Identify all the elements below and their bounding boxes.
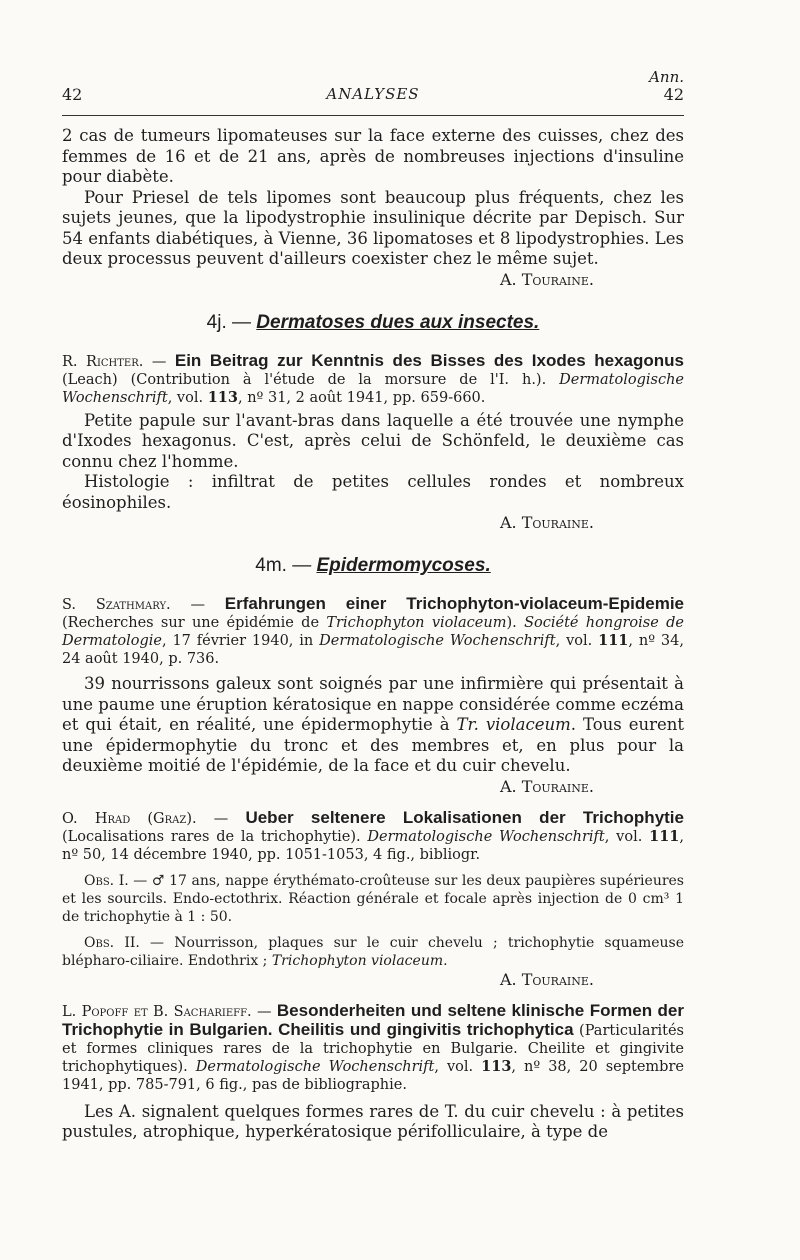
article-title: Ueber seltenere Lokalisationen der Trichophytie	[245, 807, 684, 827]
author: S. Szathmary.	[62, 597, 171, 613]
article-title: Ein Beitrag zur Kenntnis des Bisses des Ixodes hexagonus	[174, 350, 685, 370]
paragraph: 2 cas de tumeurs lipomateuses sur la face externe des cuisses, chez des femmes de 16 et de 21 ans, après de nombreuses injections d'insuline pour diabète.	[62, 126, 684, 186]
reference-richter: R. Richter. — Ein Beitrag zur Kenntnis des Bisses des Ixodes hexagonus (Leach) (Contribution à l'étude de la morsure de l'I. h.). Dermatologische Wochenschrift, vol. 113, nº 31, 2 août 1941, pp. 659-660.	[62, 350, 685, 406]
abstract-szathmary: 39 nourrissons galeux sont soignés par une infirmière qui présentait à une paume une éruption kératosique en nappe considérée comme eczéma et qui était, en réalité, une épidermophytie à Tr. violaceum. Tous eurent une épidermophytie du tronc et des membres et, en plus pour la deuxième moitié de l'épidémie, de la face et du cuir chevelu.	[62, 674, 685, 775]
signature: A. Touraine.	[500, 269, 594, 289]
paragraph: Pour Priesel de tels lipomes sont beaucoup plus fréquents, chez les sujets jeunes, que la lipodystrophie insulinique décrite par Depisch. Sur 54 enfants diabétiques, à Vienne, 36 lipomatoses et 8 lipodystrophies. Les deux processus peuvent d'ailleurs coexister chez le même sujet.	[62, 187, 684, 268]
article-title: Besonderheiten und seltene klinische Formen der Trichophytie in Bulgarien. Cheilitis und gingivitis trichophytica	[62, 1000, 684, 1039]
section-heading-4j: 4j. — Dermatoses dues aux insectes.	[206, 311, 540, 333]
abstract-richter	[62, 411, 684, 514]
page-number-right: 42	[663, 85, 684, 104]
observation-1: Obs. I. — ♂ 17 ans, nappe érythémato-croûteuse sur les deux paupières supérieures et les sourcils. Endo-ectothrix. Réaction générale et focale après injection de 0 cm³ 1 de trichophytie à 1 : 50.	[62, 872, 684, 925]
author: L. Popoff et B. Sacharieff.	[62, 1003, 252, 1020]
section-title: Dermatoses dues aux insectes.	[256, 311, 540, 333]
journal-abbrev: Ann.	[649, 68, 684, 86]
reference-szathmary: S. Szathmary. — Erfahrungen einer Trichophyton-violaceum-Epidemie (Recherches sur une épidémie de Trichophyton violaceum). Société hongroise de Dermatologie, 17 février 1940, in Dermatologische Wochenschrift, vol. 111, nº 34, 24 août 1940, p. 736.	[62, 594, 684, 667]
journal-name: Dermatologische Wochenschrift	[62, 371, 684, 406]
signature: A. Touraine.	[500, 969, 594, 989]
author: O. Hrad (Graz).	[62, 810, 197, 827]
reference-popoff: L. Popoff et B. Sacharieff. — Besonderheiten und seltene klinische Formen der Trichophytie in Bulgarien. Cheilitis und gingivitis trichophytica (Particularités et formes cliniques rares de la trichophytie en Bulgarie. Cheilite et gingivite trichophytiques). Dermatologische Wochenschrift, vol. 113, nº 38, 20 septembre 1941, pp. 785-791, 6 fig., pas de bibliographie.	[62, 1000, 684, 1093]
abstract-popoff: Les A. signalent quelques formes rares de T. du cuir chevelu : à petites pustules, atrophique, hyperkératosique périfolliculaire, à type de	[62, 1101, 684, 1141]
reference-hrad: O. Hrad (Graz). — Ueber seltenere Lokalisationen der Trichophytie (Localisations rares de la trichophytie). Dermatologische Wochenschrift, vol. 111, nº 50, 14 décembre 1940, pp. 1051-1053, 4 fig., bibliogr.	[62, 807, 684, 863]
section-heading-4m: 4m. — Epidermomycoses.	[255, 555, 491, 576]
intro-abstract	[62, 126, 684, 270]
journal-name: Dermatologische Wochenschrift	[319, 633, 556, 649]
signature: A. Touraine.	[500, 513, 594, 532]
journal-name: Dermatologische Wochenschrift	[367, 828, 605, 845]
page	[62, 60, 684, 1143]
article-title: Erfahrungen einer Trichophyton-violaceum-Epidemie	[224, 594, 684, 613]
section-title: Epidermomycoses.	[316, 555, 491, 576]
author: R. Richter.	[62, 353, 144, 370]
page-number-left: 42	[62, 85, 83, 104]
observations-hrad	[62, 872, 684, 970]
running-title: ANALYSES	[326, 85, 420, 103]
observation-2: Obs. II. — Nourrisson, plaques sur le cuir chevelu ; trichophytie squameuse blépharo-ciliaire. Endothrix ; Trichophyton violaceum.	[62, 934, 684, 969]
running-header	[62, 60, 684, 105]
paragraph: Histologie : infiltrat de petites cellules rondes et nombreux éosinophiles.	[62, 472, 684, 512]
paragraph: Petite papule sur l'avant-bras dans laquelle a été trouvée une nymphe d'Ixodes hexagonus. C'est, après celui de Schönfeld, le deuxième cas connu chez l'homme.	[62, 410, 684, 471]
signature: A. Touraine.	[500, 776, 594, 796]
journal-name: Dermatologische Wochenschrift	[195, 1058, 435, 1075]
